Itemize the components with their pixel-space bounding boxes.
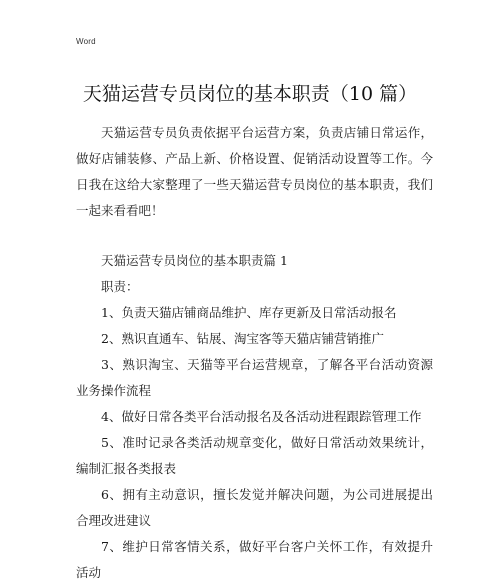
duty-item-3: 3、熟识淘宝、天猫等平台运营规章，了解各平台活动资源业务操作流程 [76,357,433,398]
document-body [76,120,433,586]
duty-item-7: 7、维护日常客情关系，做好平台客户关怀工作，有效提升活动 [76,539,433,580]
app-header-label: Word [76,37,96,46]
paragraph-gap [76,224,433,248]
duty-item-5: 5、准时记录各类活动规章变化，做好日常活动效果统计，编制汇报各类报表 [76,435,433,476]
document-title: 天猫运营专员岗位的基本职责（10 篇） [82,83,418,105]
duties-label: 职责： [101,279,139,294]
section-heading: 天猫运营专员岗位的基本职责篇 1 [101,253,288,268]
intro-paragraph: 天猫运营专员负责依据平台运营方案，负责店铺日常运作，做好店铺装修、产品上新、价格设置、促销活动设置等工作。今日我在这给大家整理了一些天猫运营专员岗位的基本职责，我们一起来看看吧！ [76,125,433,218]
duty-item-1: 1、负责天猫店铺商品维护、库存更新及日常活动报名 [101,305,397,320]
duty-item-6: 6、拥有主动意识，擅长发觉并解决问题，为公司进展提出合理改进建议 [76,487,433,528]
duty-item-4: 4、做好日常各类平台活动报名及各活动进程跟踪管理工作 [101,409,422,424]
duty-item-2: 2、熟识直通车、钻展、淘宝客等天猫店铺营销推广 [101,331,384,346]
